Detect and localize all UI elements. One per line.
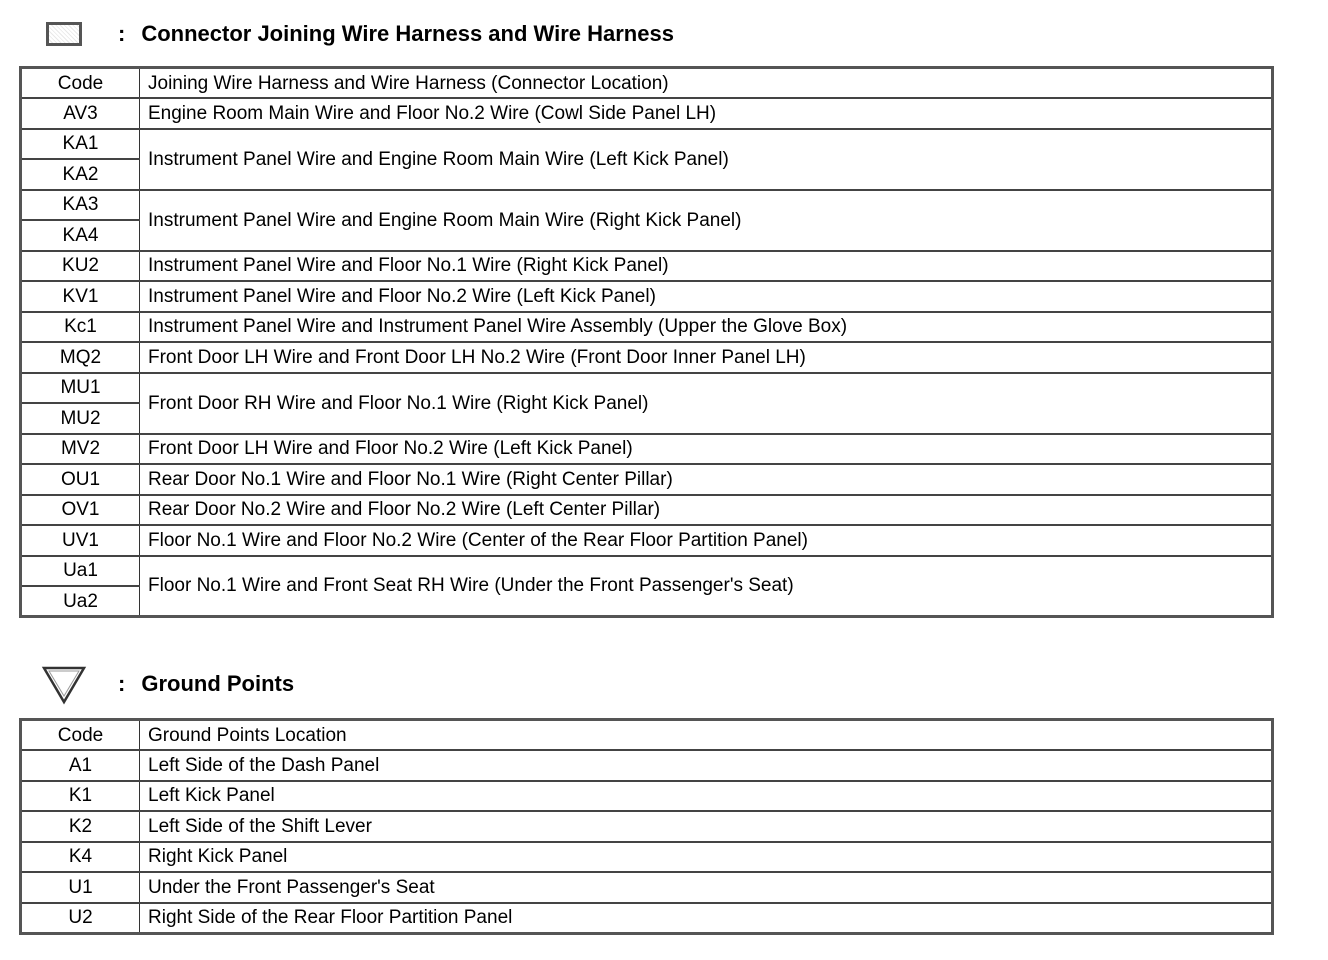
table-row [21,373,1273,404]
ground-triangle-icon [40,662,88,706]
table-row [21,903,1273,934]
header-description: Joining Wire Harness and Wire Harness (Connector Location) [140,68,1273,99]
code-cell: MV2 [21,434,140,465]
description-cell: Engine Room Main Wire and Floor No.2 Wire (Cowl Side Panel LH) [140,98,1273,129]
header-description: Ground Points Location [140,720,1273,751]
code-cell: U1 [21,872,140,903]
table-row [21,842,1273,873]
code-cell: U2 [21,903,140,934]
code-cell: UV1 [21,525,140,556]
code-cell: KU2 [21,251,140,282]
description-cell: Instrument Panel Wire and Instrument Panel Wire Assembly (Upper the Glove Box) [140,312,1273,343]
code-cell: MU2 [21,403,140,434]
code-cell: KA3 [21,190,140,221]
table-row [21,342,1273,373]
description-cell: Right Side of the Rear Floor Partition Panel [140,903,1273,934]
description-cell: Instrument Panel Wire and Engine Room Main Wire (Right Kick Panel) [140,190,1273,251]
description-cell: Left Kick Panel [140,781,1273,812]
description-cell: Front Door LH Wire and Floor No.2 Wire (Left Kick Panel) [140,434,1273,465]
description-cell: Floor No.1 Wire and Floor No.2 Wire (Center of the Rear Floor Partition Panel) [140,525,1273,556]
code-cell: OU1 [21,464,140,495]
table-row [21,434,1273,465]
code-cell: MQ2 [21,342,140,373]
heading-colon: : [118,671,126,696]
table-row [21,872,1273,903]
code-cell: KV1 [21,281,140,312]
header-code: Code [21,68,140,99]
description-cell: Instrument Panel Wire and Floor No.1 Wire (Right Kick Panel) [140,251,1273,282]
table-header-row [21,720,1273,751]
description-cell: Rear Door No.2 Wire and Floor No.2 Wire (Left Center Pillar) [140,495,1273,526]
table-header-row [21,68,1273,99]
table-row [21,750,1273,781]
code-cell: K4 [21,842,140,873]
description-cell: Under the Front Passenger's Seat [140,872,1273,903]
table-row [21,281,1273,312]
connector-box-icon [40,12,88,56]
code-cell: OV1 [21,495,140,526]
description-cell: Right Kick Panel [140,842,1273,873]
code-cell: Kc1 [21,312,140,343]
connector-section-heading [40,12,674,56]
ground-section-heading [40,662,294,706]
table-row [21,98,1273,129]
description-cell: Left Side of the Shift Lever [140,811,1273,842]
ground-points-table [19,718,1274,935]
code-cell: Ua2 [21,586,140,617]
table-row [21,251,1273,282]
description-cell: Instrument Panel Wire and Floor No.2 Wire (Left Kick Panel) [140,281,1273,312]
code-cell: A1 [21,750,140,781]
code-cell: KA4 [21,220,140,251]
table-row [21,525,1273,556]
table-row [21,129,1273,160]
description-cell: Floor No.1 Wire and Front Seat RH Wire (Under the Front Passenger's Seat) [140,556,1273,617]
code-cell: K2 [21,811,140,842]
table-row [21,495,1273,526]
table-row [21,464,1273,495]
heading-colon: : [118,21,126,46]
connector-table [19,66,1274,618]
code-cell: MU1 [21,373,140,404]
ground-section-title: Ground Points [141,671,295,696]
code-cell: AV3 [21,98,140,129]
table-row [21,781,1273,812]
description-cell: Front Door RH Wire and Floor No.1 Wire (Right Kick Panel) [140,373,1273,434]
description-cell: Instrument Panel Wire and Engine Room Main Wire (Left Kick Panel) [140,129,1273,190]
code-cell: K1 [21,781,140,812]
table-row [21,811,1273,842]
table-row [21,190,1273,221]
code-cell: KA2 [21,159,140,190]
description-cell: Front Door LH Wire and Front Door LH No.2 Wire (Front Door Inner Panel LH) [140,342,1273,373]
table-row [21,312,1273,343]
description-cell: Left Side of the Dash Panel [140,750,1273,781]
table-row [21,556,1273,587]
connector-section-title: Connector Joining Wire Harness and Wire Harness [141,21,674,46]
description-cell: Rear Door No.1 Wire and Floor No.1 Wire (Right Center Pillar) [140,464,1273,495]
header-code: Code [21,720,140,751]
code-cell: Ua1 [21,556,140,587]
code-cell: KA1 [21,129,140,160]
